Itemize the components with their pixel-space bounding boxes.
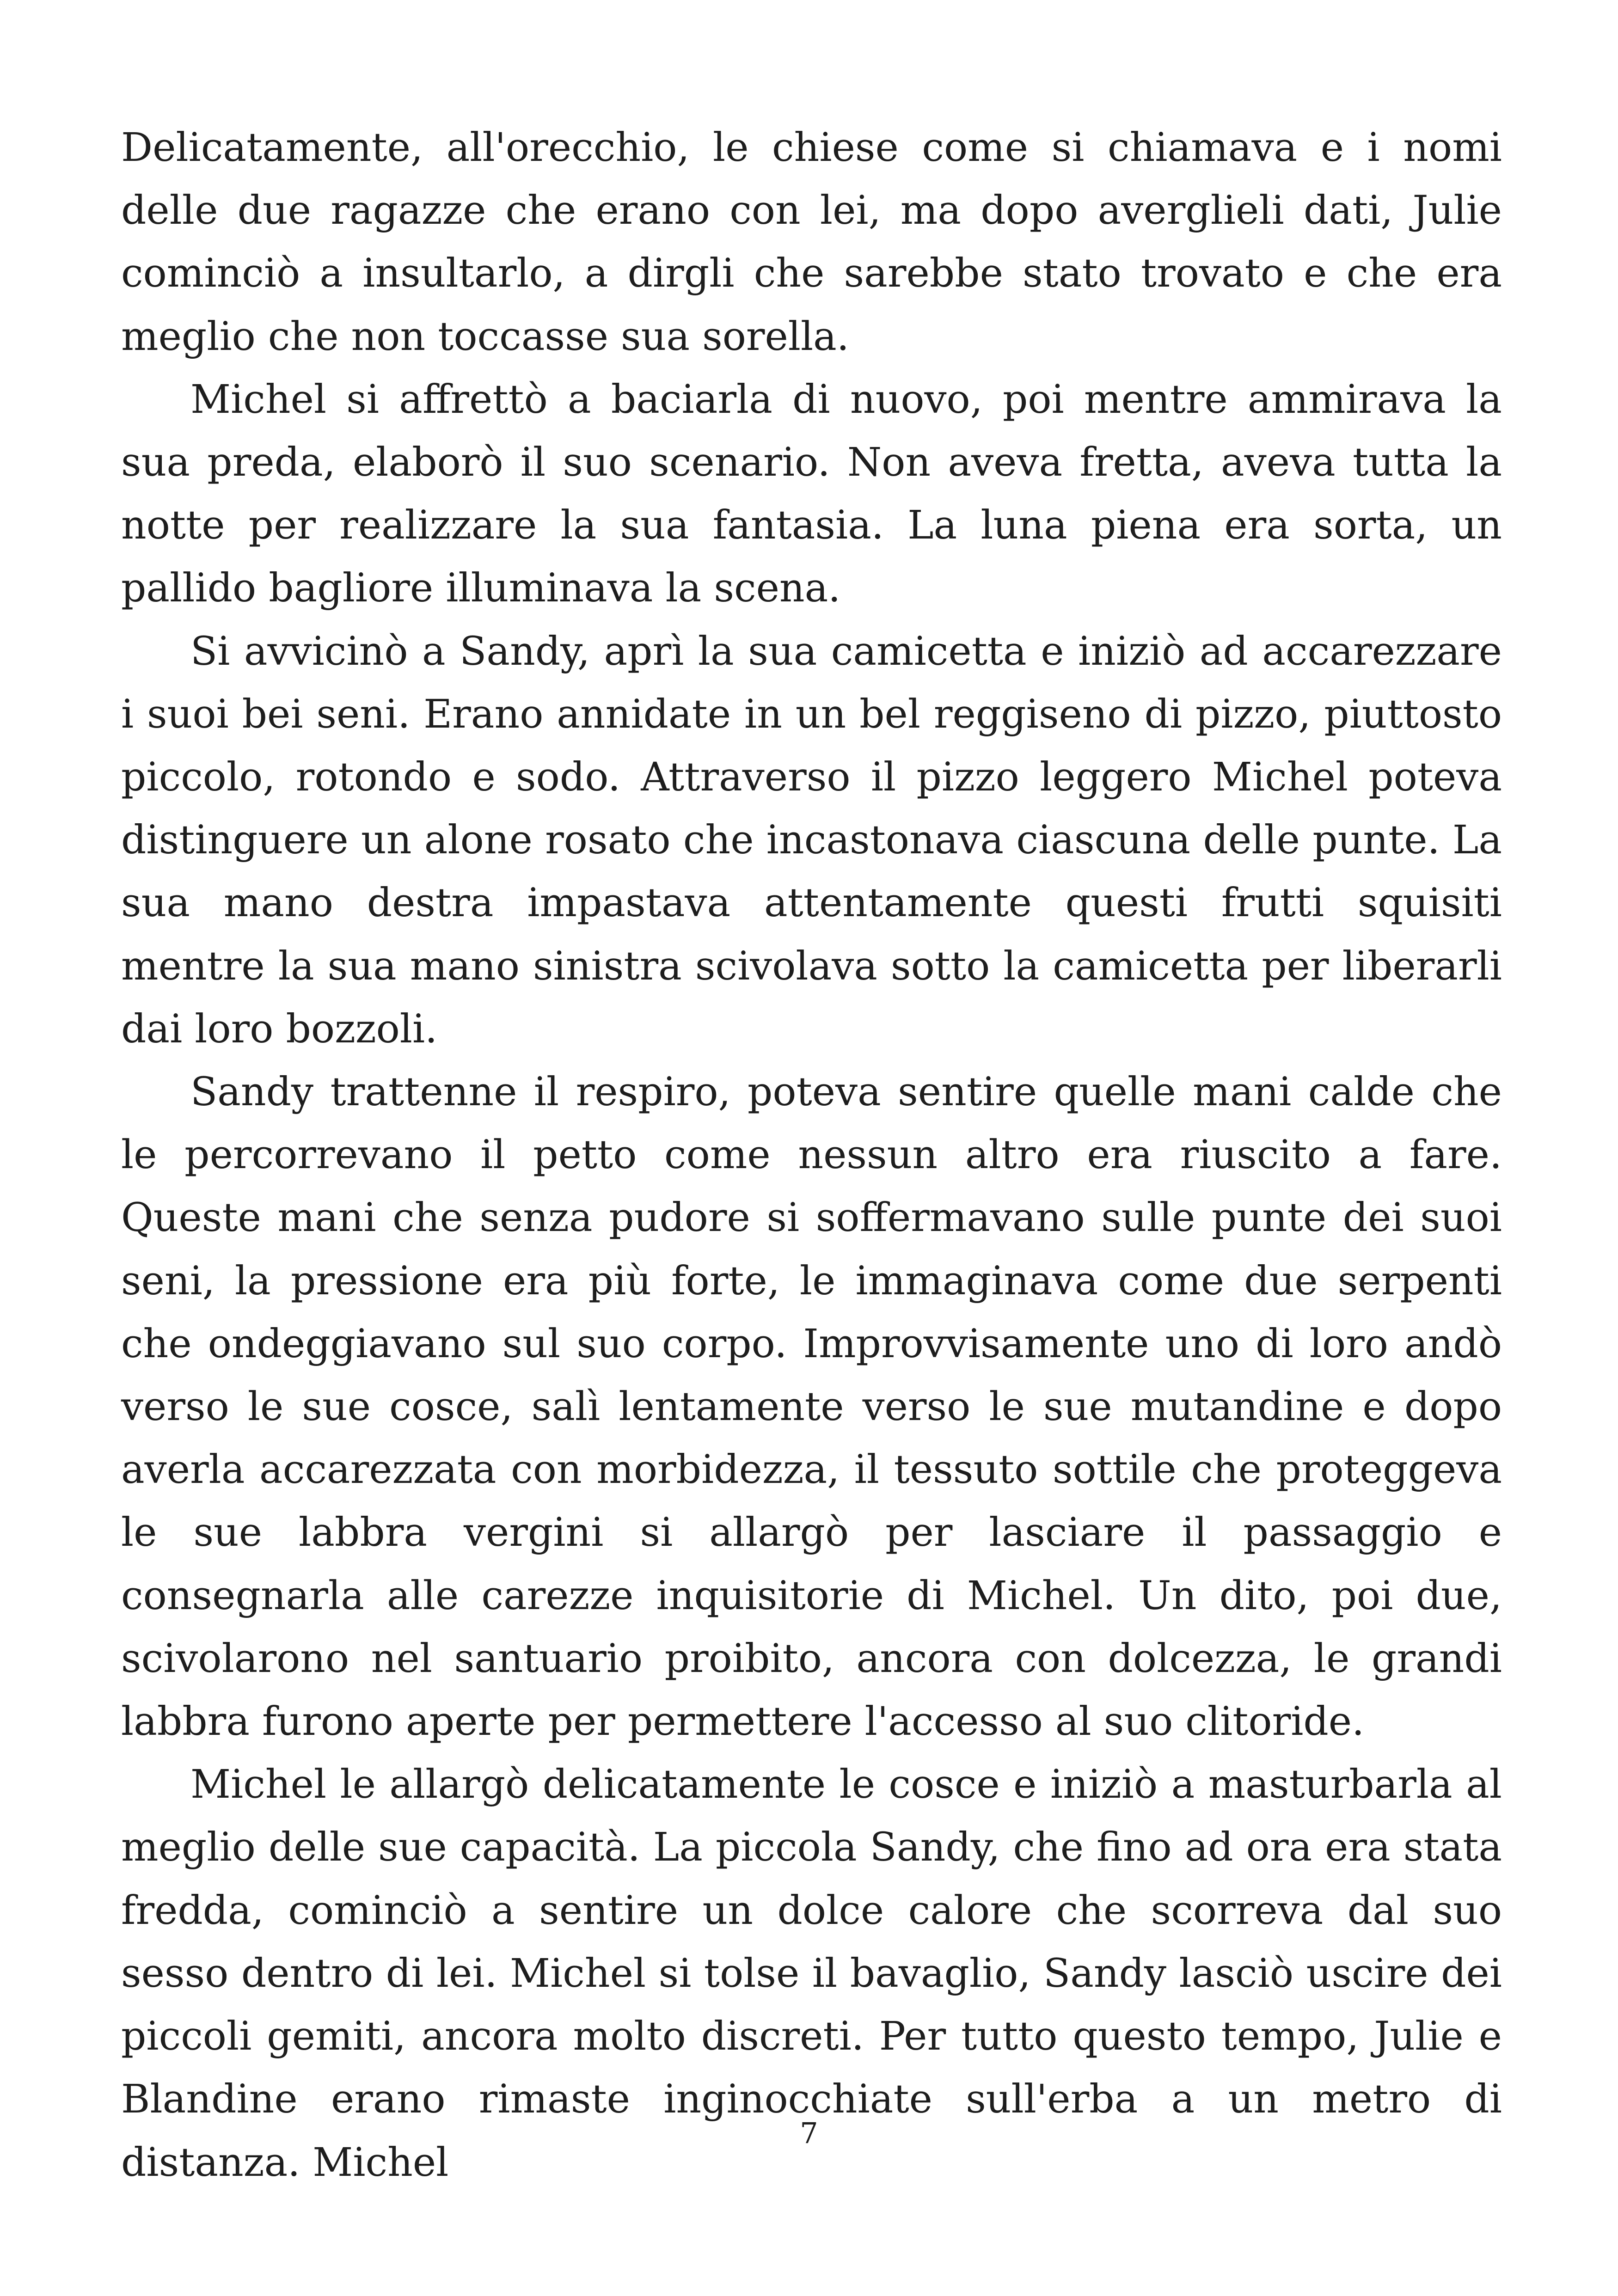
- body-text: [121, 116, 1502, 2194]
- paragraph-1: Delicatamente, all'orecchio, le chiese come si chiamava e i nomi delle due ragazze che erano con lei, ma dopo averglieli dati, Julie cominciò a insultarlo, a dirgli che sarebbe stato trovato e che era meglio che non toccasse sua sorella.: [121, 125, 1502, 360]
- paragraph-4: Sandy trattenne il respiro, poteva sentire quelle mani calde che le percorrevano il petto come nessun altro era riuscito a fare. Queste mani che senza pudore si soffermavano sulle punte dei suoi seni, la pressione era più forte, le immaginava come due serpenti che ondeggiavano sul suo corpo. Improvvisamente uno di loro andò verso le sue cosce, salì lentamente verso le sue mutandine e dopo averla accarezzata con morbidezza, il tessuto sottile che proteggeva le sue labbra vergini si allargò per lasciare il passaggio e consegnarla alle carezze inquisitorie di Michel. Un dito, poi due, scivolarono nel santuario proibito, ancora con dolcezza, le grandi labbra furono aperte per permettere l'accesso al suo clitoride.: [121, 1069, 1502, 1745]
- paragraph-5: Michel le allargò delicatamente le cosce e iniziò a masturbarla al meglio delle sue capacità. La piccola Sandy, che fino ad ora era stata fredda, cominciò a sentire un dolce calore che scorreva dal suo sesso dentro di lei. Michel si tolse il bavaglio, Sandy lasciò uscire dei piccoli gemiti, ancora molto discreti. Per tutto questo tempo, Julie e Blandine erano rimaste inginocchiate sull'erba a un metro di distanza. Michel: [121, 1762, 1502, 2186]
- paragraph-3: Si avvicinò a Sandy, aprì la sua camicetta e iniziò ad accarezzare i suoi bei seni. Erano annidate in un bel reggiseno di pizzo, piuttosto piccolo, rotondo e sodo. Attraverso il pizzo leggero Michel poteva distinguere un alone rosato che incastonava ciascuna delle punte. La sua mano destra impastava attentamente questi frutti squisiti mentre la sua mano sinistra scivolava sotto la camicetta per liberarli dai loro bozzoli.: [121, 628, 1502, 1052]
- paragraph-2: Michel si affrettò a baciarla di nuovo, poi mentre ammirava la sua preda, elaborò il suo scenario. Non aveva fretta, aveva tutta la notte per realizzare la sua fantasia. La luna piena era sorta, un pallido bagliore illuminava la scena.: [121, 376, 1502, 612]
- page-number: 7: [800, 2116, 818, 2150]
